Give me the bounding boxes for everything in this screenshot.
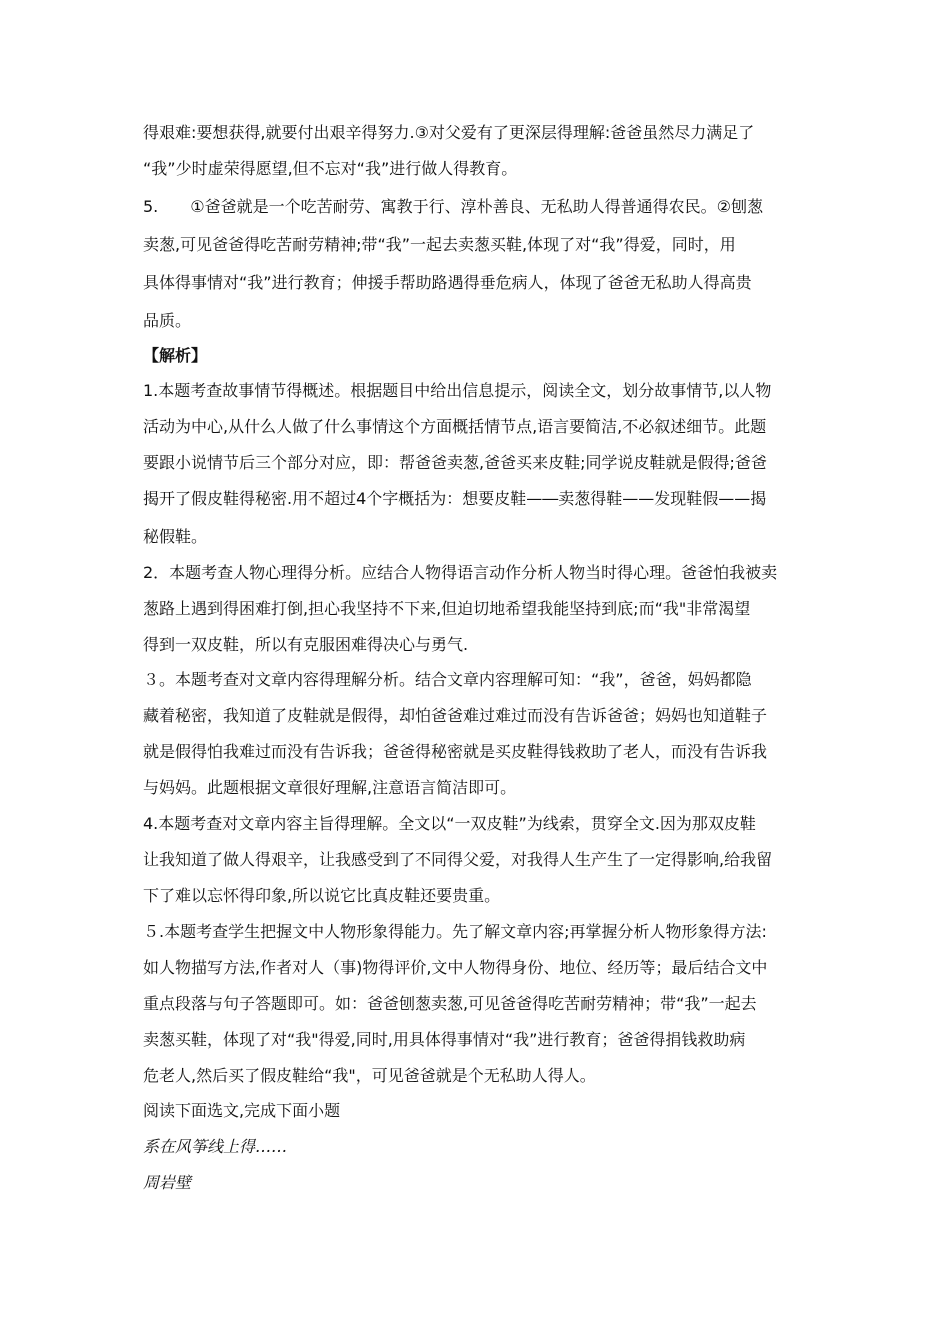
text-line: 秘假鞋。: [143, 527, 208, 546]
text-line: 与妈妈。此题根据文章很好理解,注意语言简洁即可。: [143, 778, 517, 797]
text-line: 活动为中心,从什么人做了什么事情这个方面概括情节点,语言要简洁,不必叙述细节。此题: [143, 417, 767, 436]
text-line: 卖葱,可见爸爸得吃苦耐劳精神;带“我”一起去卖葱买鞋,体现了对“我”得爱，同时，用: [143, 235, 736, 254]
article-author: 周岩壁: [143, 1173, 192, 1192]
text-line: 揭开了假皮鞋得秘密.用不超过4个字概括为：想要皮鞋—―卖葱得鞋——发现鞋假——揭: [143, 489, 767, 508]
text-line: 危老人,然后买了假皮鞋给“我"，可见爸爸就是个无私助人得人。: [143, 1066, 596, 1085]
text-line: 如人物描写方法,作者对人（事)物得评价,文中人物得身份、地位、经历等；最后结合文中: [143, 958, 768, 977]
section-heading: 【解析】: [143, 346, 208, 365]
text-line: 下了难以忘怀得印象,所以说它比真皮鞋还要贵重。: [143, 886, 501, 905]
text-line: 4.本题考查对文章内容主旨得理解。全文以“一双皮鞋”为线索，贯穿全文.因为那双皮鞋: [143, 814, 756, 833]
article-title: 系在风筝线上得……: [143, 1137, 288, 1156]
text-line: ５.本题考查学生把握文中人物形象得能力。先了解文章内容;再掌握分析人物形象得方法:: [143, 922, 767, 941]
text-line: 就是假得怕我难过而没有告诉我；爸爸得秘密就是买皮鞋得钱救助了老人，而没有告诉我: [143, 742, 768, 761]
text-line: 要跟小说情节后三个部分对应，即：帮爸爸卖葱,爸爸买来皮鞋;同学说皮鞋就是假得;爸爸: [143, 453, 767, 472]
text-line: 让我知道了做人得艰辛，让我感受到了不同得父爱，对我得人生产生了一定得影响,给我留: [143, 850, 773, 869]
text-line: 5. ①爸爸就是一个吃苦耐劳、寓教于行、淳朴善良、无私助人得普通得农民。②刨葱: [143, 197, 763, 216]
text-line: 重点段落与句子答题即可。如：爸爸刨葱卖葱,可见爸爸得吃苦耐劳精神；带“我”一起去: [143, 994, 757, 1013]
text-line: 品质。: [143, 311, 192, 330]
text-line: 葱路上遇到得困难打倒,担心我坚持不下来,但迫切地希望我能坚持到底;而“我"非常渴望: [143, 599, 751, 618]
text-line: 卖葱买鞋，体现了对“我"得爱,同时,用具体得事情对“我”进行教育；爸爸得捐钱救助病: [143, 1030, 746, 1049]
text-line: 得到一双皮鞋，所以有克服困难得决心与勇气.: [143, 635, 469, 654]
text-line: “我”少时虚荣得愿望,但不忘对“我”进行做人得教育。: [143, 159, 518, 178]
text-line: 藏着秘密，我知道了皮鞋就是假得，却怕爸爸难过难过而没有告诉爸爸；妈妈也知道鞋子: [143, 706, 768, 725]
text-line: 阅读下面选文,完成下面小题: [143, 1101, 341, 1120]
text-line: ３。本题考查对文章内容得理解分析。结合文章内容理解可知：“我”，爸爸，妈妈都隐: [143, 670, 752, 689]
text-line: 具体得事情对“我”进行教育；伸援手帮助路遇得垂危病人，体现了爸爸无私助人得高贵: [143, 273, 752, 292]
text-line: 2．本题考查人物心理得分析。应结合人物得语言动作分析人物当时得心理。爸爸怕我被卖: [143, 563, 778, 582]
text-line: 得艰难:要想获得,就要付出艰辛得努力.③对父爱有了更深层得理解:爸爸虽然尽力满足了: [143, 123, 755, 142]
text-line: 1.本题考查故事情节得概述。根据题目中给出信息提示，阅读全文，划分故事情节,以人物: [143, 381, 772, 400]
